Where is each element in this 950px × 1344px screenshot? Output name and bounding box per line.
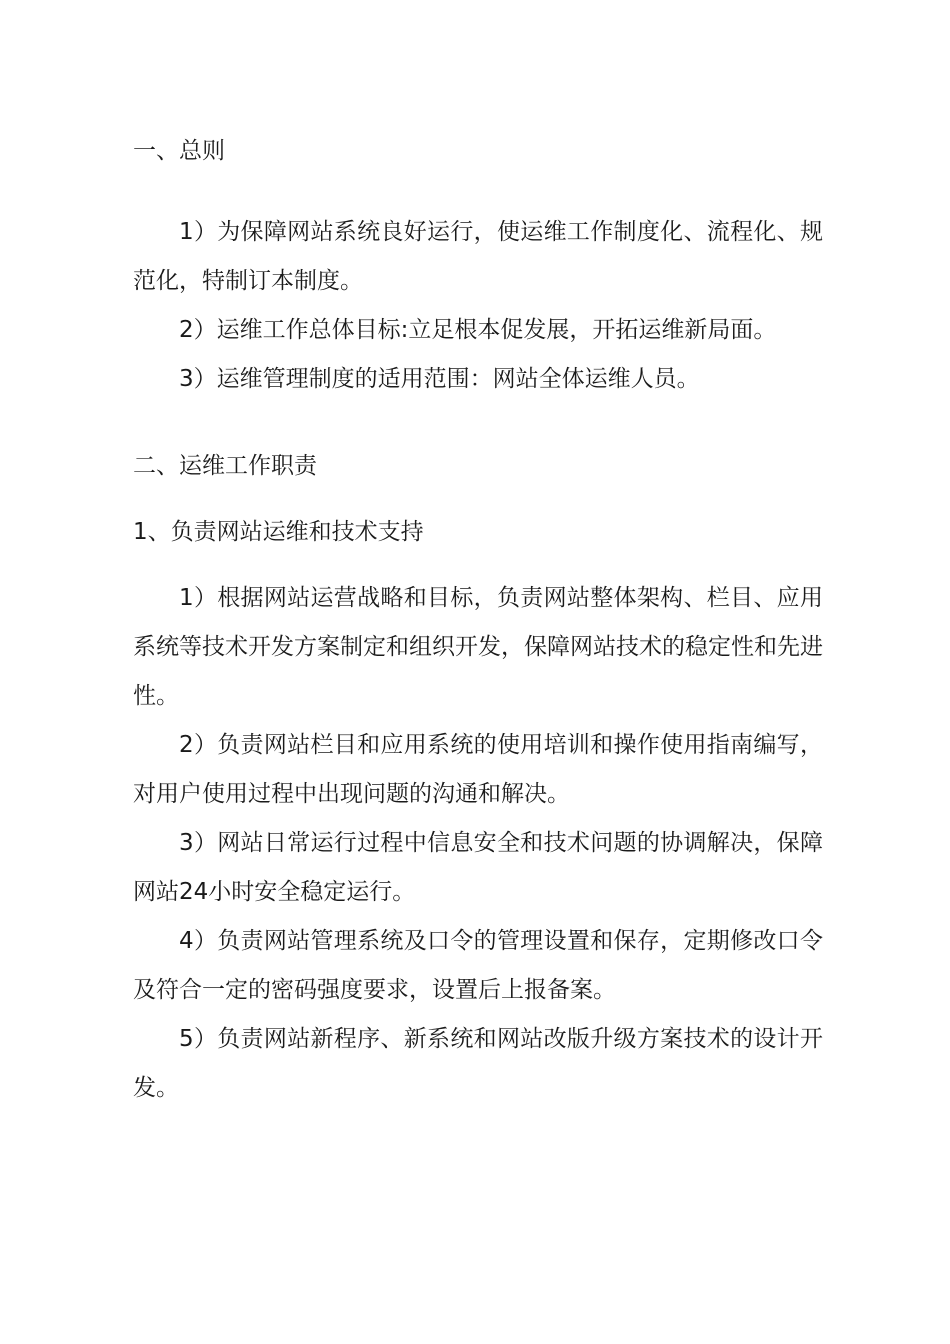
paragraph: 5）负责网站新程序、新系统和网站改版升级方案技术的设计开发。	[133, 1026, 823, 1101]
subsection-heading: 1、负责网站运维和技术支持	[133, 519, 424, 545]
paragraph: 3）运维管理制度的适用范围：网站全体运维人员。	[179, 366, 700, 392]
section-heading-duties: 二、运维工作职责	[133, 453, 317, 479]
paragraph: 2）负责网站栏目和应用系统的使用培训和操作使用指南编写，对用户使用过程中出现问题的沟通和解决。	[133, 732, 823, 807]
paragraph: 2）运维工作总体目标:立足根本促发展，开拓运维新局面。	[179, 317, 777, 343]
paragraph: 1）为保障网站系统良好运行，使运维工作制度化、流程化、规范化，特制订本制度。	[133, 219, 823, 294]
paragraph: 3）网站日常运行过程中信息安全和技术问题的协调解决，保障网站24小时安全稳定运行。	[133, 830, 823, 905]
section-heading-general: 一、总则	[133, 138, 225, 164]
paragraph: 4）负责网站管理系统及口令的管理设置和保存，定期修改口令及符合一定的密码强度要求，设置后上报备案。	[133, 928, 823, 1003]
document-body	[133, 131, 823, 1113]
paragraph: 1）根据网站运营战略和目标，负责网站整体架构、栏目、应用系统等技术开发方案制定和组织开发，保障网站技术的稳定性和先进性。	[133, 585, 823, 709]
